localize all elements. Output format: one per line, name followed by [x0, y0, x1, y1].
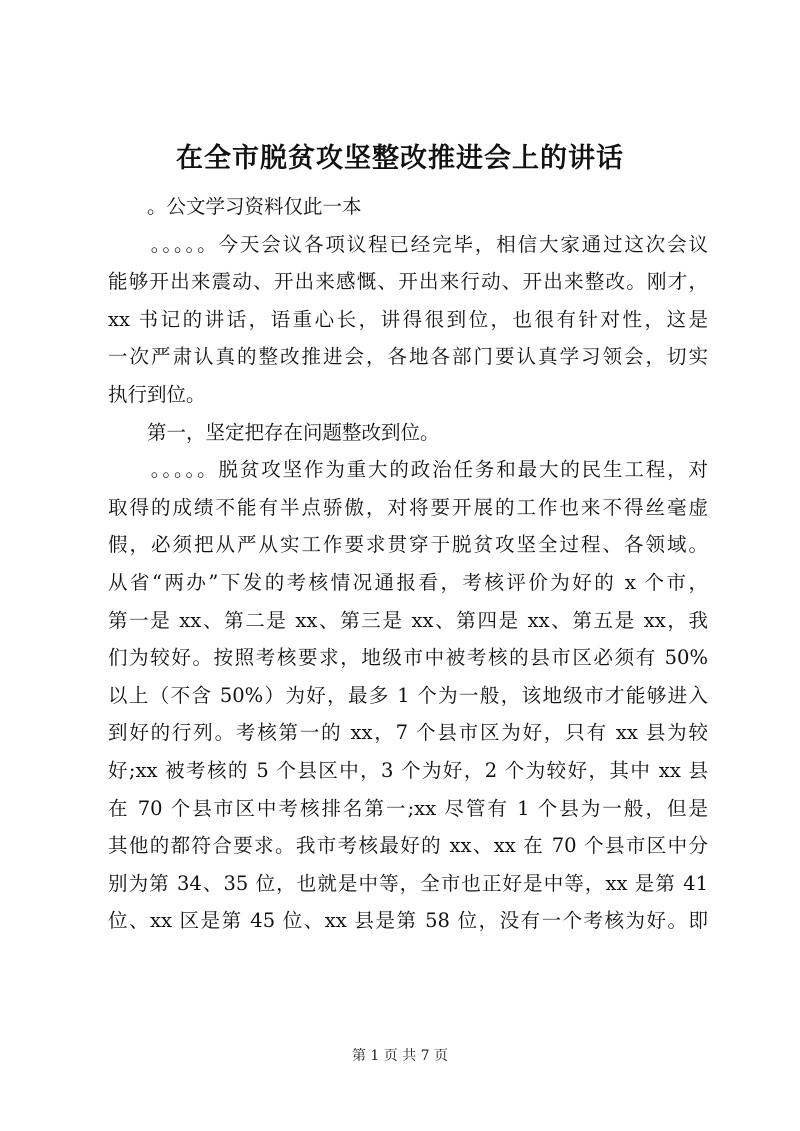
- body-text-line: 在 70 个县市区中考核排名第一;xx 尽管有 1 个县为一般，但是: [108, 796, 708, 820]
- body-text-line: 。公文学习资料仅此一本: [108, 195, 362, 218]
- body-text-line: 能够开出来震动、开出来感慨、开出来行动、开出来整改。刚才，: [108, 270, 708, 294]
- body-text-line: 。。。。。脱贫攻坚作为重大的政治任务和最大的民生工程，对: [108, 458, 708, 482]
- body-text-line: 第一，坚定把存在问题整改到位。: [108, 420, 440, 444]
- body-text-line: 其他的都符合要求。我市考核最好的 xx、xx 在 70 个县市区中分: [108, 834, 708, 858]
- body-text-line: 执行到位。: [108, 382, 206, 406]
- body-text-line: 取得的成绩不能有半点骄傲，对将要开展的工作也来不得丝毫虚: [108, 495, 708, 519]
- body-text-line: 假，必须把从严从实工作要求贯穿于脱贫攻坚全过程、各领域。: [108, 533, 708, 557]
- document-title: 在全市脱贫攻坚整改推进会上的讲话: [176, 143, 624, 174]
- body-text-line: 到好的行列。考核第一的 xx，7 个县市区为好，只有 xx 县为较: [108, 721, 708, 745]
- body-text-line: 位、xx 区是第 45 位、xx 县是第 58 位，没有一个考核为好。即: [108, 909, 708, 933]
- body-text-line: 别为第 34、35 位，也就是中等，全市也正好是中等，xx 是第 41: [108, 871, 708, 895]
- body-text-line: 好;xx 被考核的 5 个县区中，3 个为好，2 个为较好，其中 xx 县: [108, 758, 708, 782]
- body-text-line: 第一是 xx、第二是 xx、第三是 xx、第四是 xx、第五是 xx，我: [108, 608, 708, 632]
- page-footer: 第 1 页 共 7 页: [351, 1048, 449, 1064]
- body-text-line: 。。。。。今天会议各项议程已经完毕，相信大家通过这次会议: [108, 232, 708, 256]
- body-text-line: 以上（不含 50%）为好，最多 1 个为一般，该地级市才能够进入: [108, 683, 708, 707]
- body-text-line: 从省“两办”下发的考核情况通报看，考核评价为好的 x 个市，: [108, 570, 708, 594]
- body-text-line: xx 书记的讲话，语重心长，讲得很到位，也很有针对性，这是: [108, 307, 708, 331]
- document-body: [108, 188, 708, 940]
- body-text-line: 一次严肃认真的整改推进会，各地各部门要认真学习领会，切实: [108, 345, 708, 369]
- body-text-line: 们为较好。按照考核要求，地级市中被考核的县市区必须有 50%: [108, 646, 708, 670]
